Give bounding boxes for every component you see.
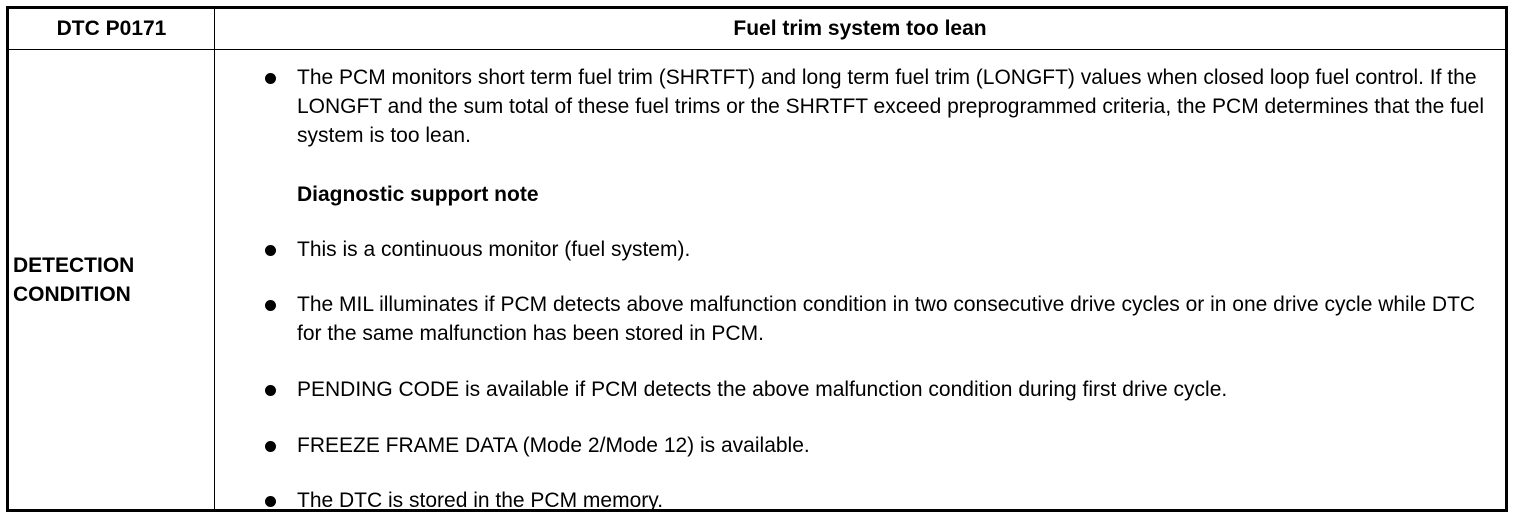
- dtc-title: Fuel trim system too lean: [733, 17, 987, 40]
- list-item: [215, 235, 1495, 264]
- bullet-icon: [265, 441, 276, 452]
- list-item-text: The MIL illuminates if PCM detects above malfunction condition in two consecutive drive cycles or in one drive cycle while DTC for the same malfunction has been stored in PCM.: [297, 293, 1476, 345]
- list-item: [215, 375, 1495, 404]
- detection-condition-label-cell: [13, 50, 211, 509]
- detection-condition-content: [215, 50, 1505, 512]
- list-item-text: The PCM monitors short term fuel trim (SHRTFT) and long term fuel trim (LONGFT) values when closed loop fuel control. If the LONGFT and the sum total of these fuel trims or the SHRTFT exceed preprogrammed criteria, the PCM determines that the fuel system is too lean.: [297, 66, 1485, 147]
- dtc-table: [6, 6, 1508, 512]
- list-item: [215, 290, 1495, 348]
- list-item: [215, 431, 1495, 460]
- bullet-icon: [265, 496, 276, 507]
- bullet-icon: [265, 385, 276, 396]
- bullet-icon: [265, 245, 276, 256]
- list-item-text: FREEZE FRAME DATA (Mode 2/Mode 12) is available.: [297, 434, 810, 457]
- bullet-icon: [265, 73, 276, 84]
- list-item: [215, 63, 1495, 150]
- diagnostic-support-note-heading: Diagnostic support note: [297, 183, 539, 206]
- detection-condition-label: DETECTION CONDITION: [13, 253, 135, 306]
- bullet-icon: [265, 300, 276, 311]
- dtc-code: DTC P0171: [56, 17, 167, 40]
- list-item-text: PENDING CODE is available if PCM detects the above malfunction condition during first drive cycle.: [297, 378, 1228, 401]
- table-header-row: [9, 9, 1505, 50]
- list-item: [215, 486, 1495, 515]
- list-item-text: This is a continuous monitor (fuel system).: [297, 238, 691, 261]
- list-item-text: The DTC is stored in the PCM memory.: [297, 489, 664, 512]
